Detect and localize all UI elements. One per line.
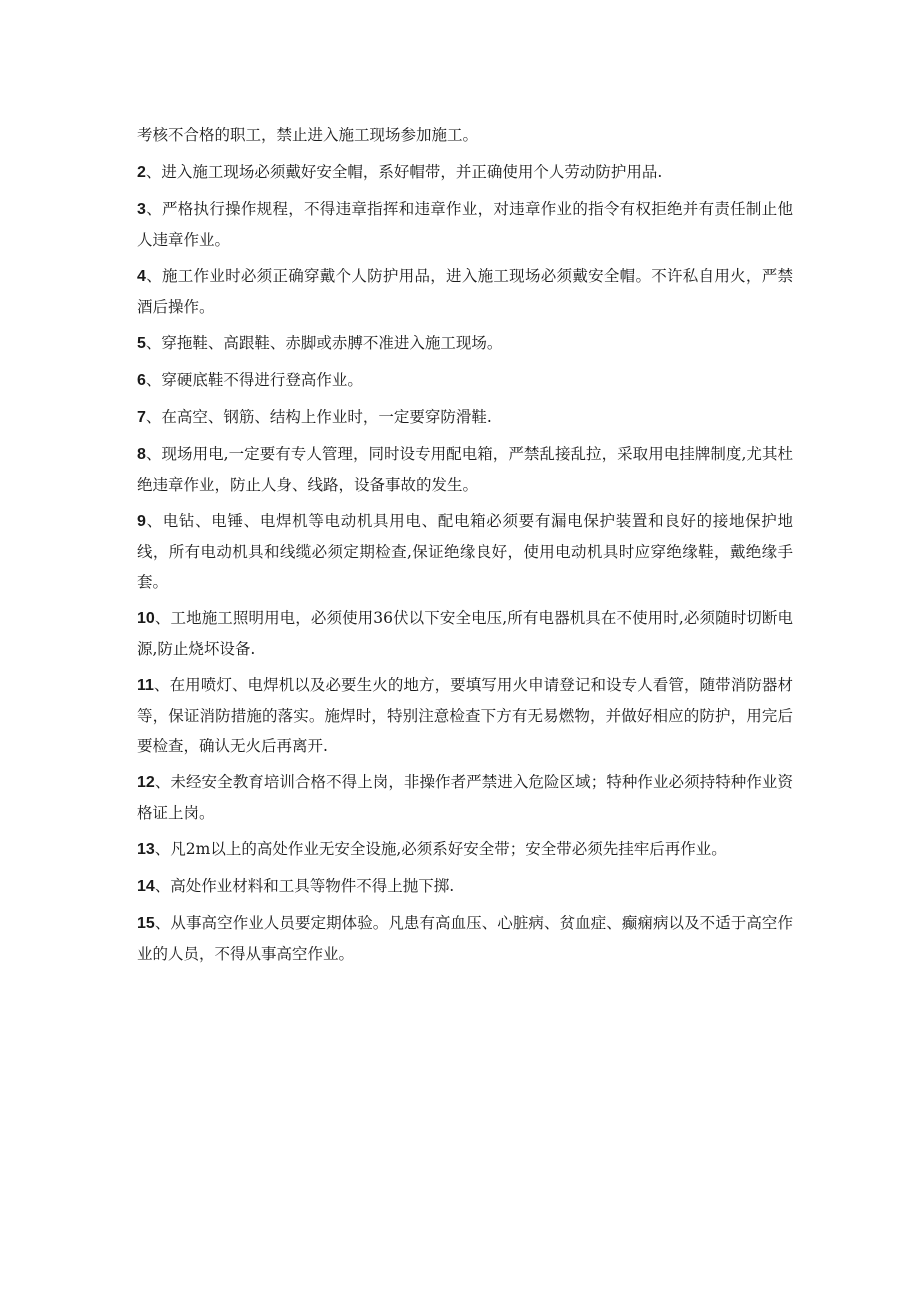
item-number: 8	[137, 446, 146, 463]
paragraph-9	[137, 506, 793, 597]
item-number: 2	[137, 164, 146, 181]
paragraph-11	[137, 670, 793, 761]
paragraph-15	[137, 908, 793, 969]
item-number: 6	[137, 372, 146, 389]
item-number: 9	[137, 513, 146, 530]
paragraph-8	[137, 439, 793, 500]
document-body	[137, 120, 793, 975]
item-text: 、工地施工照明用电，必须使用36伏以下安全电压,所有电器机具在不使用时,必须随时切断电源,防止烧坏设备.	[137, 609, 793, 658]
item-number: 10	[137, 610, 155, 627]
paragraph-7	[137, 402, 793, 433]
item-text: 、未经安全教育培训合格不得上岗，非操作者严禁进入危险区域；特种作业必须持特种作业资格证上岗。	[137, 773, 793, 822]
item-text: 、严格执行操作规程，不得违章指挥和违章作业，对违章作业的指令有权拒绝并有责任制止他人违章作业。	[137, 200, 793, 249]
item-number: 15	[137, 915, 155, 932]
item-text: 、施工作业时必须正确穿戴个人防护用品，进入施工现场必须戴安全帽。不许私自用火，严禁酒后操作。	[137, 267, 793, 316]
item-number: 13	[137, 841, 155, 858]
item-text: 、从事高空作业人员要定期体验。凡患有高血压、心脏病、贫血症、癫痫病以及不适于高空作业的人员，不得从事高空作业。	[137, 914, 793, 963]
item-number: 7	[137, 409, 146, 426]
paragraph-10	[137, 603, 793, 664]
paragraph-4	[137, 261, 793, 322]
item-text: 考核不合格的职工，禁止进入施工现场参加施工。	[137, 126, 479, 144]
paragraph-2	[137, 157, 793, 188]
item-text: 、进入施工现场必须戴好安全帽，系好帽带，并正确使用个人劳动防护用品.	[145, 163, 663, 181]
item-number: 12	[137, 774, 155, 791]
item-text: 、凡2m以上的高处作业无安全设施,必须系好安全带；安全带必须先挂牢后再作业。	[154, 840, 727, 858]
paragraph-13	[137, 834, 793, 865]
paragraph-3	[137, 194, 793, 255]
item-number: 11	[137, 677, 154, 694]
item-text: 、电钻、电锤、电焊机等电动机具用电、配电箱必须要有漏电保护装置和良好的接地保护地线，所有电动机具和线缆必须定期检查,保证绝缘良好，使用电动机具时应穿绝缘鞋，戴绝缘手套。	[137, 512, 793, 591]
item-number: 14	[137, 878, 155, 895]
item-text: 、在用喷灯、电焊机以及必要生火的地方，要填写用火申请登记和设专人看管，随带消防器材等，保证消防措施的落实。施焊时，特别注意检查下方有无易燃物，并做好相应的防护，用完后要检查，确认无火后再离开.	[137, 676, 793, 755]
item-text: 、穿拖鞋、高跟鞋、赤脚或赤膊不准进入施工现场。	[145, 334, 503, 352]
paragraph-5	[137, 328, 793, 359]
item-text: 、现场用电,一定要有专人管理，同时设专用配电箱，严禁乱接乱拉，采取用电挂牌制度,尤其杜绝违章作业，防止人身、线路，设备事故的发生。	[137, 445, 793, 494]
item-text: 、穿硬底鞋不得进行登高作业。	[145, 371, 363, 389]
item-text: 、在高空、钢筋、结构上作业时，一定要穿防滑鞋.	[145, 408, 492, 426]
item-number: 4	[137, 268, 146, 285]
paragraph-12	[137, 767, 793, 828]
item-text: 、高处作业材料和工具等物件不得上抛下掷.	[154, 877, 455, 895]
paragraph-6	[137, 365, 793, 396]
paragraph-1	[137, 120, 793, 151]
item-number: 5	[137, 335, 146, 352]
paragraph-14	[137, 871, 793, 902]
item-number: 3	[137, 201, 146, 218]
